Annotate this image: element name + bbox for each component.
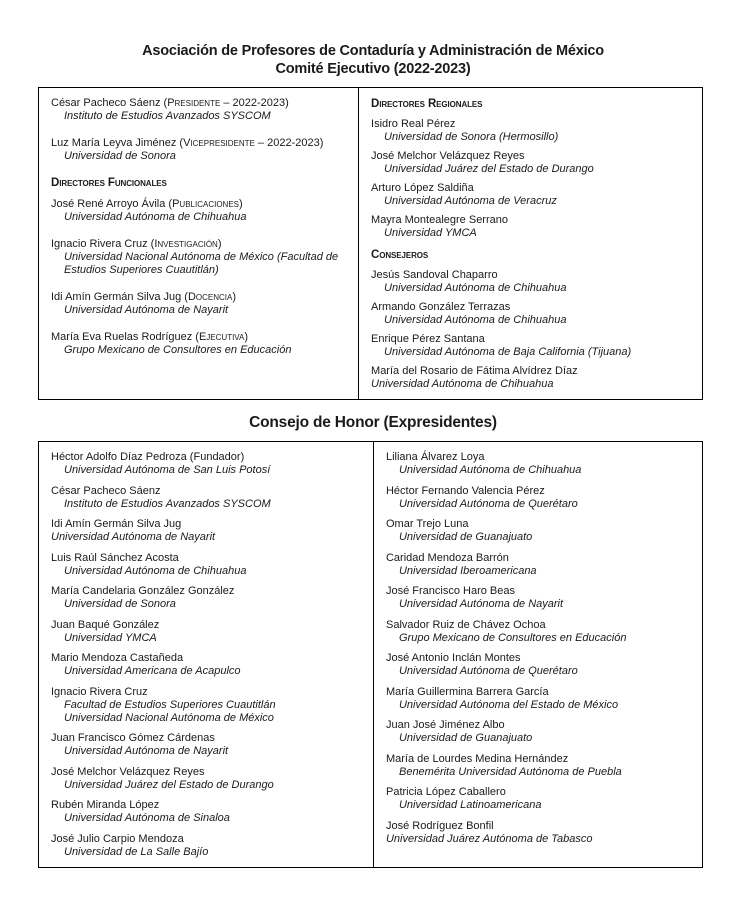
member-organization: Universidad Autónoma de Veracruz (384, 195, 557, 207)
member-name: Juan José Jiménez Albo (385, 719, 505, 731)
comite-ejecutivo-box (38, 87, 703, 400)
member-entry (386, 786, 690, 812)
member-name-line (386, 786, 690, 799)
member-name: Mayra Montealegre Serrano (371, 214, 508, 226)
member-name: Juan Baqué González (51, 618, 160, 631)
member-entry (371, 269, 690, 295)
member-name-line (371, 301, 690, 314)
member-name-line: Luz María Leyva Jiménez (Vicepresidente – 2022-2023) (51, 137, 324, 149)
member-name-line (51, 652, 361, 665)
member-entry (386, 686, 690, 712)
member-entry (371, 365, 690, 391)
member-name-line (51, 833, 361, 846)
member-name-line (386, 686, 690, 699)
member-name-line (51, 485, 361, 498)
member-organization: Benemérita Universidad Autónoma de Puebla (398, 765, 622, 778)
doc-title-line2: Comité Ejecutivo (2022-2023) (275, 61, 471, 77)
member-organization: Universidad Nacional Autónoma de México (64, 711, 274, 724)
member-name-line (51, 552, 361, 565)
member-entry (386, 753, 690, 779)
member-entry (371, 214, 690, 240)
comite-ejecutivo-right-column (358, 88, 702, 399)
member-organization: Facultad de Estudios Superiores Cuautitlán (64, 698, 276, 711)
member-entry (386, 820, 690, 846)
member-entry (386, 552, 690, 578)
member-organization: Universidad Autónoma de Nayarit (51, 531, 216, 543)
member-organization: Universidad Autónoma de Querétaro (398, 665, 578, 677)
member-role: Fundador (193, 451, 241, 463)
member-name-line (386, 719, 690, 732)
member-organization: Universidad Nacional Autónoma de México (Facultad de Estudios Superiores Cuautitlán) (64, 251, 339, 276)
member-entry (51, 137, 346, 163)
member-name: Rubén Miranda López (51, 799, 160, 811)
member-name: Luz María Leyva Jiménez (51, 137, 177, 149)
member-entry (371, 333, 690, 359)
member-role: Vicepresidente – 2022-2023 (183, 137, 320, 149)
member-name: Omar Trejo Luna (385, 518, 469, 530)
member-entry (386, 585, 690, 611)
member-name-line (386, 820, 690, 833)
member-entry (371, 301, 690, 327)
member-organization: Universidad Juárez del Estado de Durango (384, 163, 594, 175)
member-name: Caridad Mendoza Barrón (385, 551, 509, 564)
member-name-line (51, 619, 361, 632)
member-name: César Pacheco Sáenz (51, 97, 161, 109)
group-heading: Directores Regionales (371, 98, 483, 110)
member-organization: Universidad de Guanajuato (398, 531, 533, 543)
member-name: Héctor Fernando Valencia Pérez (385, 484, 545, 497)
member-name: José Antonio Inclán Montes (385, 652, 521, 664)
member-name: Isidro Real Pérez (371, 118, 456, 130)
member-organization: Universidad Autónoma de Baja California (Tijuana) (384, 346, 632, 358)
member-organization: Universidad Autónoma de Chihuahua (64, 564, 247, 577)
member-name: Idi Amín Germán Silva Jug (51, 518, 182, 530)
member-name: José Rodríguez Bonfil (385, 819, 494, 832)
member-organization: Universidad de Sonora (64, 150, 176, 162)
member-name: Idi Amín Germán Silva Jug (51, 291, 182, 303)
member-name: José Julio Carpio Mendoza (51, 832, 184, 845)
member-organization: Universidad Autónoma de Sinaloa (64, 812, 230, 824)
consejo-honor-right-column (373, 442, 702, 867)
member-name: Luis Raúl Sánchez Acosta (51, 551, 179, 564)
member-name-line: Ignacio Rivera Cruz (Investigación) (51, 238, 222, 250)
member-organization: Universidad Latinoamericana (398, 799, 542, 811)
member-organization: Universidad Autónoma del Estado de México (398, 698, 619, 711)
member-entry (386, 451, 690, 477)
member-name-line (51, 686, 361, 699)
member-entry (51, 686, 361, 725)
member-name-line (386, 552, 690, 565)
consejo-honor-box (38, 441, 703, 868)
member-name: José René Arroyo Ávila (51, 198, 166, 210)
member-name-line (386, 451, 690, 464)
member-organization: Grupo Mexicano de Consultores en Educación (64, 344, 292, 356)
member-name: Arturo López Saldiña (371, 182, 474, 194)
member-entry (386, 518, 690, 544)
member-name: María Guillermina Barrera García (385, 685, 549, 698)
member-name: César Pacheco Sáenz (51, 484, 161, 497)
member-entry (51, 585, 361, 611)
member-organization: Universidad YMCA (64, 631, 157, 644)
member-organization: Universidad Iberoamericana (398, 564, 537, 577)
member-organization: Universidad Autónoma de Chihuahua (398, 464, 582, 476)
member-name-line (371, 150, 690, 163)
member-name-line (371, 118, 690, 131)
member-role: Publicaciones (172, 198, 239, 210)
member-name-line (386, 518, 690, 531)
member-entry (51, 518, 361, 544)
member-entry (371, 182, 690, 208)
member-name: Héctor Adolfo Díaz Pedroza (51, 451, 187, 463)
member-name-line (371, 333, 690, 346)
comite-ejecutivo-left-column (39, 88, 358, 399)
member-entry (51, 799, 361, 825)
member-organization: Universidad de Guanajuato (398, 732, 533, 744)
member-organization: Instituto de Estudios Avanzados SYSCOM (64, 110, 271, 122)
member-entry (51, 652, 361, 678)
member-name: Enrique Pérez Santana (371, 333, 485, 345)
member-name: Ignacio Rivera Cruz (51, 685, 148, 698)
member-entry (386, 485, 690, 511)
member-name-line (371, 365, 690, 378)
member-entry (51, 451, 361, 477)
member-name: Ignacio Rivera Cruz (51, 238, 148, 250)
member-organization: Universidad Autónoma de Querétaro (398, 497, 578, 510)
member-name-line (371, 182, 690, 195)
member-entry (51, 552, 361, 578)
member-name-line (371, 269, 690, 282)
member-name-line (386, 753, 690, 766)
member-name: María del Rosario de Fátima Alvídrez Díaz (371, 365, 578, 377)
member-organization: Universidad de La Salle Bajío (64, 845, 209, 858)
member-organization: Universidad Autónoma de Chihuahua (64, 211, 247, 223)
member-organization: Universidad Juárez Autónoma de Tabasco (385, 832, 593, 845)
member-entry (371, 118, 690, 144)
member-name: José Melchor Velázquez Reyes (51, 765, 205, 778)
member-name-line (386, 585, 690, 598)
member-name-line: Héctor Adolfo Díaz Pedroza (Fundador) (51, 451, 245, 463)
member-name-line (51, 585, 361, 598)
member-organization: Universidad Autónoma de Nayarit (64, 304, 229, 316)
member-name: Mario Mendoza Castañeda (51, 652, 184, 664)
member-entry (51, 291, 346, 317)
member-entry (51, 97, 346, 123)
member-name-line (51, 799, 361, 812)
member-entry (51, 485, 361, 511)
member-entry (51, 732, 361, 758)
member-organization: Universidad Autónoma de Nayarit (398, 598, 564, 610)
member-role: Docencia (187, 291, 233, 303)
member-name: Jesús Sandoval Chaparro (371, 269, 498, 281)
member-name: María Eva Ruelas Rodríguez (51, 331, 193, 343)
member-name-line (51, 766, 361, 779)
member-name-line: César Pacheco Sáenz (Presidente – 2022-2023) (51, 97, 289, 109)
member-role: Presidente – 2022-2023 (167, 97, 286, 109)
member-entry (51, 619, 361, 645)
member-name-line (51, 732, 361, 745)
member-name: Liliana Álvarez Loya (385, 451, 485, 463)
member-name-line: José René Arroyo Ávila (Publicaciones) (51, 198, 243, 210)
member-organization: Universidad Autónoma de San Luis Potosí (64, 464, 271, 476)
member-organization: Universidad Autónoma de Nayarit (64, 745, 229, 757)
group-heading: Consejeros (371, 249, 429, 261)
member-organization: Instituto de Estudios Avanzados SYSCOM (64, 497, 271, 510)
member-entry (51, 766, 361, 792)
member-name: Juan Francisco Gómez Cárdenas (51, 732, 215, 744)
group-heading: Directores Funcionales (51, 177, 167, 189)
member-entry (51, 198, 346, 224)
member-name-line: Idi Amín Germán Silva Jug (Docencia) (51, 291, 237, 303)
consejo-honor-left-column (39, 442, 373, 867)
member-organization: Universidad de Sonora (64, 598, 176, 610)
member-name: Armando González Terrazas (371, 301, 511, 313)
member-name-line: María Eva Ruelas Rodríguez (Ejecutiva) (51, 331, 249, 343)
member-entry (51, 833, 361, 859)
member-name-line (371, 214, 690, 227)
member-name: José Melchor Velázquez Reyes (371, 150, 525, 162)
member-entry (386, 719, 690, 745)
member-organization: Universidad de Sonora (Hermosillo) (384, 131, 559, 143)
member-role: Investigación (154, 238, 218, 250)
member-organization: Universidad Autónoma de Chihuahua (384, 282, 567, 294)
member-name: Patricia López Caballero (385, 786, 506, 798)
member-name-line (386, 652, 690, 665)
member-role: Ejecutiva (198, 331, 245, 343)
member-entry (51, 238, 346, 277)
doc-title-line1: Asociación de Profesores de Contaduría y Administración de México (142, 43, 604, 59)
member-name-line (386, 485, 690, 498)
member-organization: Universidad Autónoma de Chihuahua (384, 314, 567, 326)
member-entry (386, 619, 690, 645)
member-entry (51, 331, 346, 357)
member-organization: Universidad Americana de Acapulco (64, 665, 241, 677)
member-name-line (386, 619, 690, 632)
member-entry (371, 150, 690, 176)
member-organization: Grupo Mexicano de Consultores en Educación (398, 631, 627, 644)
member-name: Salvador Ruiz de Chávez Ochoa (385, 618, 546, 631)
member-organization: Universidad Autónoma de Chihuahua (371, 378, 554, 390)
member-entry (386, 652, 690, 678)
member-organization: Universidad Juárez del Estado de Durango (64, 778, 274, 791)
member-name: José Francisco Haro Beas (385, 585, 515, 597)
consejo-honor-title: Consejo de Honor (Expresidentes) (249, 414, 497, 431)
member-name: María de Lourdes Medina Hernández (385, 752, 569, 765)
member-name-line (51, 518, 361, 531)
member-organization: Universidad YMCA (384, 227, 477, 239)
member-name: María Candelaria González González (51, 585, 235, 597)
